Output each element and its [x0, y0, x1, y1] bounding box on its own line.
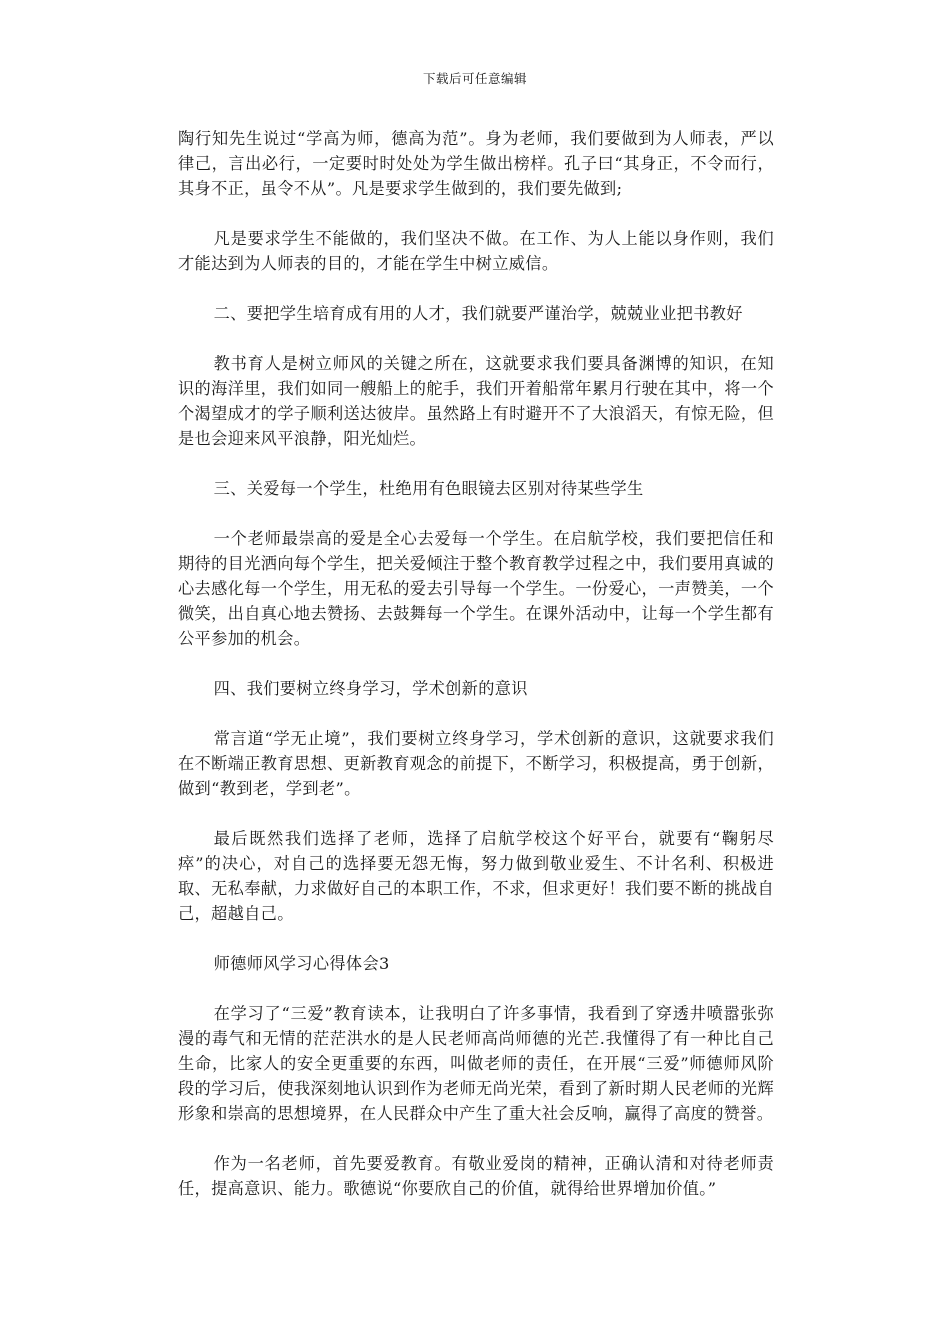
section-heading-4: 四、我们要树立终身学习，学术创新的意识: [213, 679, 528, 698]
paragraph-7: 在学习了“三爱”教育读本，让我明白了许多事情，我看到了穿透井喷嚣张弥漫的毒气和无情的茫茫洪水的是人民老师高尚师德的光芒.我懂得了有一种比自己生命，比家人的安全更重要的东西，叫做老师的责任，在开展“三爱”师德师风阶段的学习后，使我深刻地认识到作为老师无尚光荣，看到了新时期人民老师的光辉形象和崇高的思想境界，在人民群众中产生了重大社会反响，赢得了高度的赞誉。: [178, 1004, 774, 1123]
paragraph-8: 作为一名老师，首先要爱教育。有敬业爱岗的精神，正确认清和对待老师责任，提高意识、能力。歌德说“你要欣自己的价值，就得给世界增加价值。”: [178, 1154, 774, 1198]
paragraph-6: 最后既然我们选择了老师，选择了启航学校这个好平台，就要有“鞠躬尽瘁”的决心，对自己的选择要无怨无悔，努力做到敬业爱生、不计名利、积极进取、无私奉献，力求做好自己的本职工作，不求，但求更好！我们要不断的挑战自己，超越自己。: [178, 829, 774, 923]
article-title: 师德师风学习心得体会3: [213, 954, 390, 973]
paragraph-2: 凡是要求学生不能做的，我们坚决不做。在工作、为人上能以身作则，我们才能达到为人师表的目的，才能在学生中树立威信。: [178, 229, 774, 273]
paragraph-5: 常言道“学无止境”，我们要树立终身学习，学术创新的意识，这就要求我们在不断端正教育思想、更新教育观念的前提下，不断学习，积极提高，勇于创新，做到“教到老，学到老”。: [178, 729, 774, 798]
paragraph-1: 陶行知先生说过“学高为师，德高为范”。身为老师，我们要做到为人师表，严以律己，言出必行，一定要时时处处为学生做出榜样。孔子曰“其身正，不令而行，其身不正，虽令不从”。凡是要求学生做到的，我们要先做到;: [178, 129, 774, 198]
page-header-note: 下载后可任意编辑: [422, 71, 527, 86]
paragraph-3: 教书育人是树立师风的关键之所在，这就要求我们要具备渊博的知识，在知识的海洋里，我们如同一艘船上的舵手，我们开着船常年累月行驶在其中，将一个个渴望成才的学子顺利送达彼岸。虽然路上有时避开不了大浪滔天，有惊无险，但是也会迎来风平浪静，阳光灿烂。: [178, 354, 774, 448]
section-heading-3: 三、关爱每一个学生，杜绝用有色眼镜去区别对待某些学生: [213, 479, 644, 498]
paragraph-4: 一个老师最崇高的爱是全心去爱每一个学生。在启航学校，我们要把信任和期待的目光洒向每个学生，把关爱倾注于整个教育教学过程之中，我们要用真诚的心去感化每一个学生，用无私的爱去引导每一个学生。一份爱心，一声赞美，一个微笑，出自真心地去赞扬、去鼓舞每一个学生。在课外活动中，让每一个学生都有公平参加的机会。: [178, 529, 774, 648]
document-body: [178, 126, 774, 1201]
section-heading-2: 二、要把学生培育成有用的人才，我们就要严谨治学，兢兢业业把书教好: [213, 304, 743, 323]
